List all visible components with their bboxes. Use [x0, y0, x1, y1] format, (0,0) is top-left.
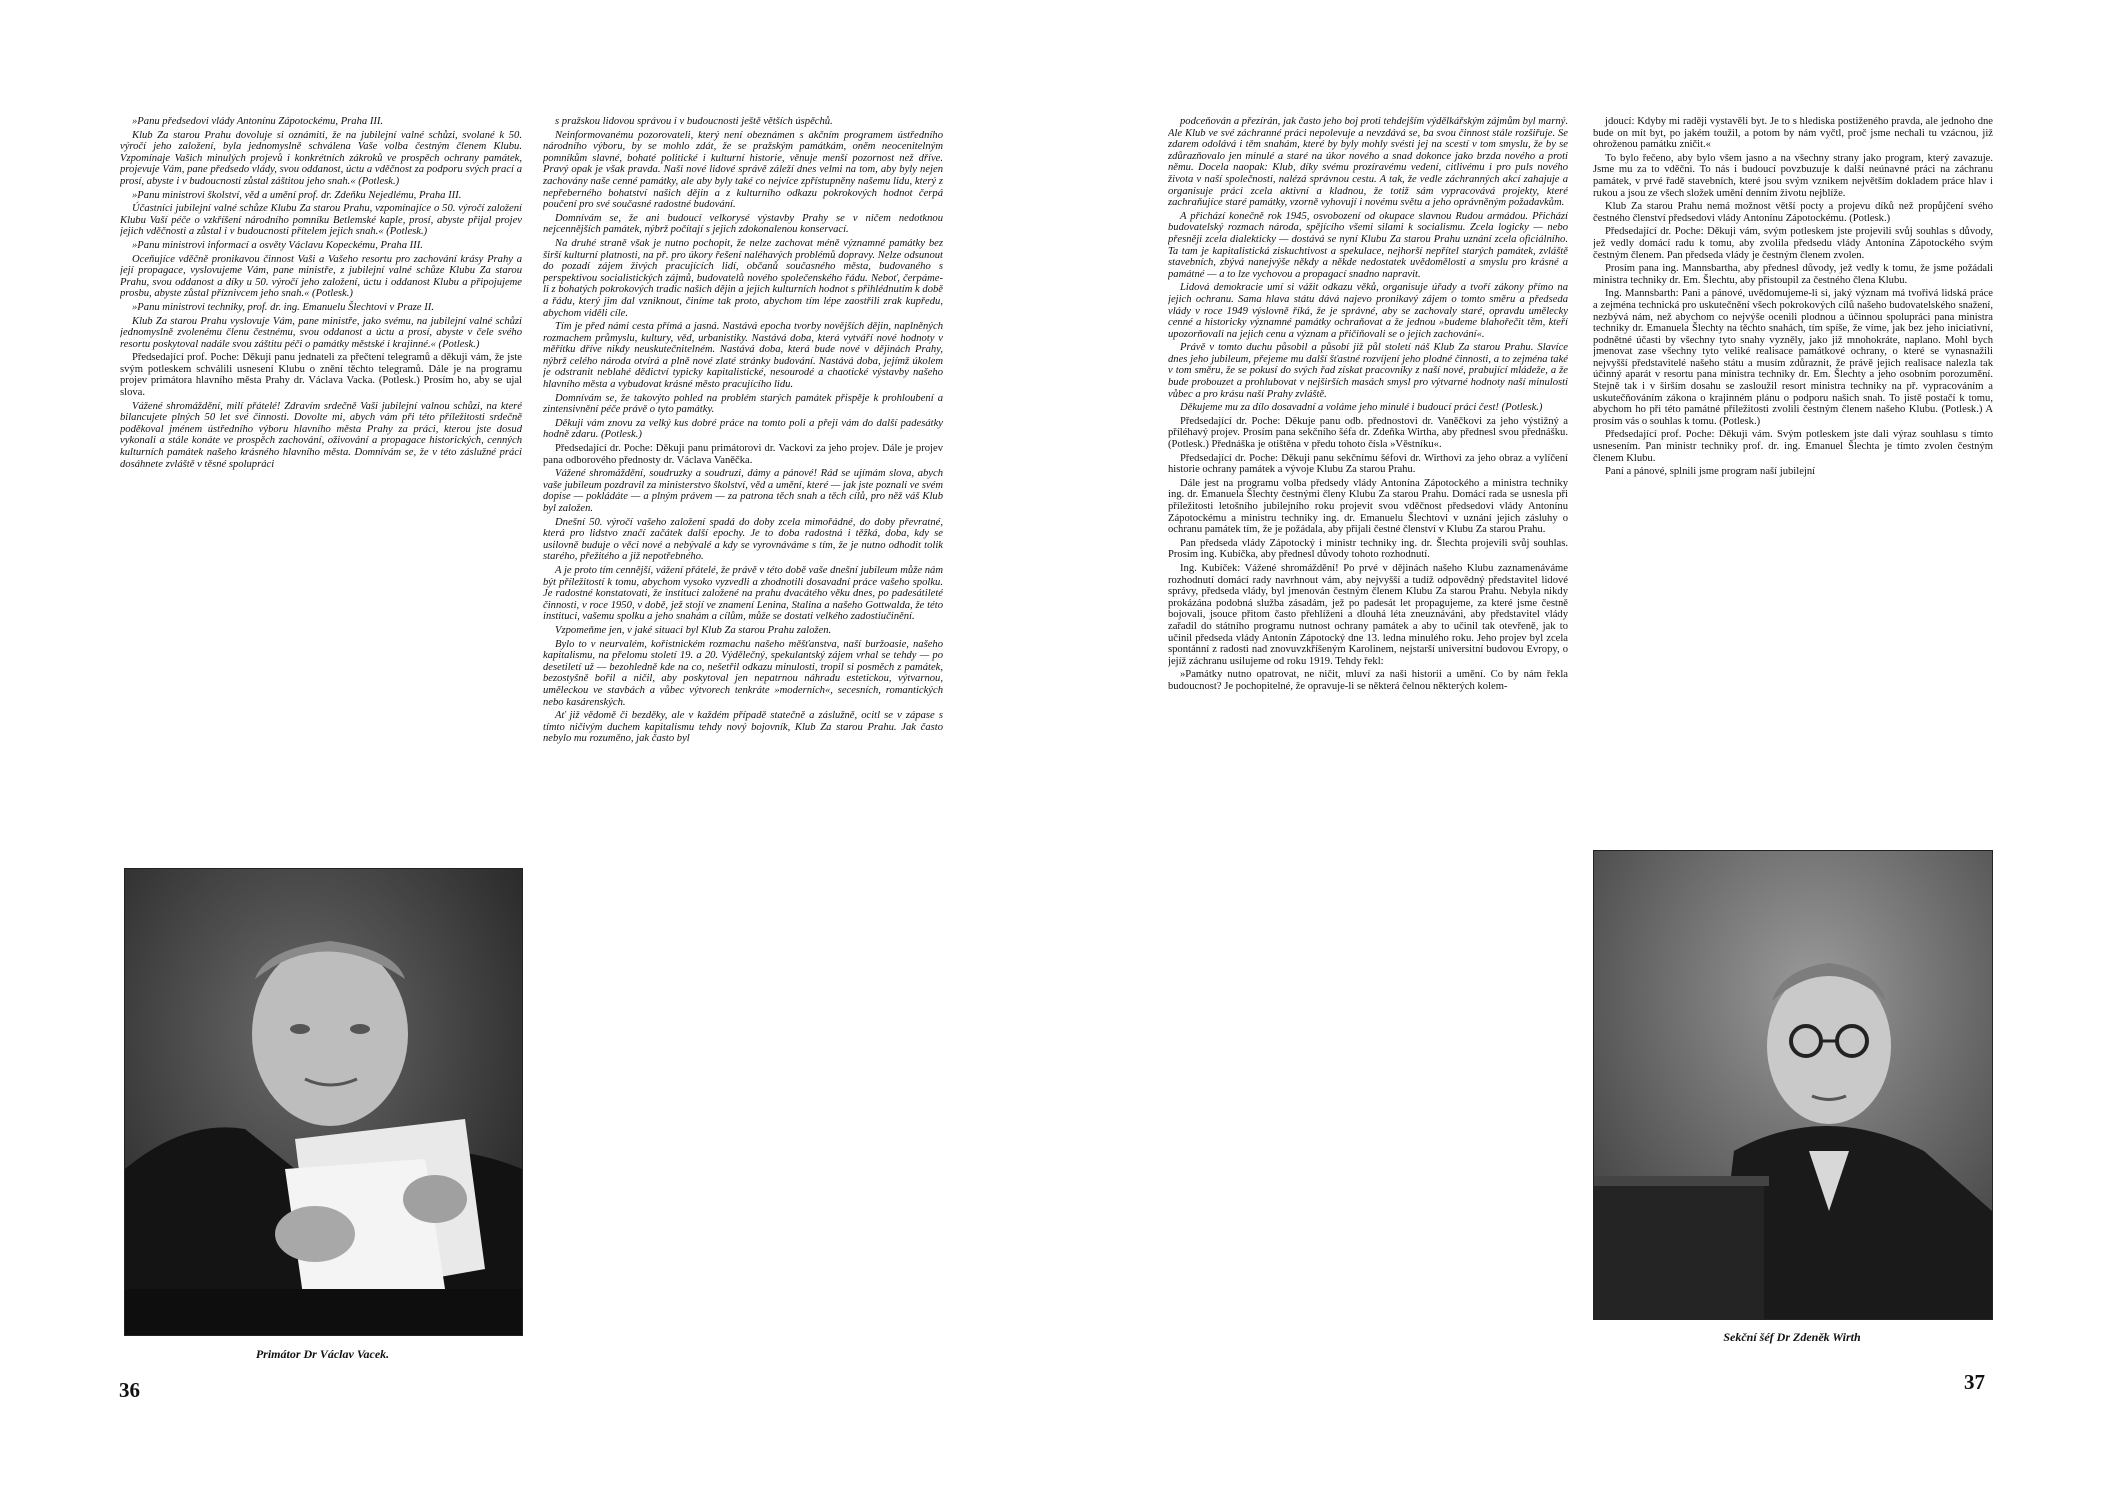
- paragraph: Bylo to v neurvalém, kořistnickém rozmachu našeho měšťanstva, naší buržoasie, našeho kapitalismu, na přelomu století 19. a 20. Výdělečný, spekulantský zájem vrhal se tehdy — po desetiletí už — bezohledně kde na co, nešetřil odkazu minulosti, tropil si posměch z památek, bezostyšně bořil a ničil, aby poskytoval jen nepatrnou náhradu estetickou, výtvarnou, uměleckou ve stavbách a vůbec výtvorech tenkráte »moderních«, secesních, romantických nebo kasárenských.: [543, 638, 943, 708]
- paragraph: Děkujeme mu za dílo dosavadní a voláme jeho minulé i budoucí práci čest! (Potlesk.): [1180, 402, 1543, 414]
- paragraph: Klub Za starou Prahu vyslovuje Vám, pane ministře, jako svému, na jubilejní valné schůzi jednomyslně zvolenému členu čestnému, svou oddanost a úctu a prosí, abyste v čele svého resortu poskytoval nadále svou záštitu péči o památky městské i krajinné.« (Potlesk.): [120, 315, 522, 350]
- paragraph: Děkuji vám znovu za velký kus dobré práce na tomto poli a přeji vám do další padesátky hodně zdaru. (Potlesk.): [543, 417, 943, 441]
- photo-caption-right: Sekční šéf Dr Zdeněk Wirth: [1723, 1330, 1861, 1344]
- paragraph: Oceňujíce vděčně pronikavou činnost Vaši a Vašeho resortu pro zachování krásy Prahy a její propagace, vyslovujeme Vám, pane ministře, z jubilejní valné schůze Klubu Za starou Prahu, svou oddanost a díky u 50. výročí jeho založení, úctu i oddanost Klubu a připojujeme prosbu, abyste zůstal příznivcem jeho snah.« (Potlesk.): [120, 253, 522, 300]
- paragraph: Právě v tomto duchu působil a působí již půl století náš Klub Za starou Prahu. Slavíce dnes jeho jubileum, přejeme mu další šťastné rozvíjení jeho plodné činnosti, a to zejména také v tom směru, že se pokusí do svých řad získat pracovníky z naší nové, prabující mládeže, a že bude probouzet a prohlubovat v nejširších masách smysl pro výtvarné hodnoty naší minulosti vůbec a pro krásu naší Prahy zvláště.: [1168, 342, 1568, 400]
- paragraph: »Památky nutno opatrovat, ne ničit, mluví za naši historii a umění. Co by nám řekla budoucnost? Je pochopitelné, že opravuje-li se některá čelnou některých kolem-: [1168, 669, 1568, 692]
- paragraph: Lidová demokracie umí si vážit odkazu věků, organisuje úřady a tvoří zákony přímo na jejich ochranu. Sama hlava státu dává najevo pronikavý zájem o tomto směru a předseda vlády v roce 1949 výslovně říká, že je správné, aby se zachovaly staré, opravdu umělecky cenné a historicky významné památky ochraňovat a že jednou »budeme blahořečit těm, kteří upozorňovali na jejich cenu a význam a přičiňovali se o jejich zachování«.: [1168, 282, 1568, 340]
- left-page-column-2: [543, 116, 943, 1356]
- left-page-column-1: [120, 116, 522, 838]
- paragraph: Předsedající prof. Poche: Děkuji vám. Svým potleskem jste dali výraz souhlasu s tímto usnesením. Pan ministr techniky prof. dr. ing. Emanuel Šlechta je tímto zvolen čestným členem Klubu.: [1593, 429, 1993, 464]
- page-number-left: 36: [119, 1378, 140, 1402]
- paragraph: »Panu ministrovi školství, věd a umění prof. dr. Zdeňku Nejedlému, Praha III.: [132, 189, 462, 201]
- paragraph: Ing. Mannsbarth: Pani a pánové, uvědomujeme-li si, jaký význam má tvořivá lidská práce a zejména technická pro uskutečnění všech pokrokových cílů našeho budovatelského snažení, nezbývá nám, než abychom co nejvýše ocenili plodnou a účinnou spolupráci pana ministra techniky dr. Emanuela Šlechty na těchto snahách, tím spíše, že víme, jak bez jeho iniciativní, podnětné účasti by všechny tyto snahy vyzněly, jako již mnohokráte, naplano. Mohl bych jmenovat zase všechny tyto veliké realisace památkové ochrany, o které se vynasnažili nejvyšší představitelé našeho státu a musím zdůraznit, že právě jejich realisace nalezla tak účinný aparát v resortu pana ministra techniky dr. Em. Šlechty a jeho osobním porozumění. Stejně tak i v širším dosahu se zasloužil resort ministra techniky na př. vypracováním a uskutečňováním zákona o krajinném plánu o podporu našich snah. To jistě postačí k tomu, abychom ho při této památné příležitosti zvolili čestným členem našeho Klubu. (Potlesk.) A prosím vás o souhlas k tomu. (Potlesk.): [1593, 288, 1993, 427]
- paragraph: »Panu předsedovi vlády Antonínu Zápotockému, Praha III.: [132, 116, 384, 127]
- photo-caption-left: Primátor Dr Václav Vacek.: [255, 1347, 390, 1361]
- photo-primator-vacek: [124, 868, 523, 1336]
- paragraph: Dnešní 50. výročí vašeho založení spadá do doby zcela mimořádné, do doby převratné, která pro lidstvo značí začátek další epochy. Je to doba radostná i těžká, doba, kdy se usilovně buduje o věci nové a nebývalé a kdy se vyrovnáváme s tím, že je nutno odhodit tolik starého, přežitého a již nepotřebného.: [543, 516, 943, 563]
- paragraph: A přichází konečně rok 1945, osvobození od okupace slavnou Rudou armádou. Přichází budovatelský rozmach národa, spějícího všemi silami k socialismu. Zcela logicky — nebo přesněji zcela dialekticky — dostává se nyní Klubu Za starou Prahu uznání zcela oficiálního. Ta tam je kapitalistická ziskuchtivost a spekulace, nejhorší nepřítel starých památek, zvláště stavebních, zbývá nanejvýše někdy a někde nedostatek uvědomělosti a smyslu pro krásné a památné — a to lze vychovou a propagací snadno napravit.: [1168, 210, 1568, 280]
- paragraph: »Panu ministrovi informací a osvěty Václavu Kopeckému, Praha III.: [132, 239, 423, 251]
- paragraph: Paní a pánové, splnili jsme program naší jubilejní: [1605, 466, 1816, 478]
- paragraph: jdoucí: Kdyby mi raději vystavěli byt. Je to s hlediska postiženého pravda, ale jednoho dne bude on mít byt, po jakém toužil, a potom by nám vyčtl, proč jsme nechali tu vzácnou, již ohroženou památku zničit.«: [1593, 116, 1993, 151]
- paragraph: Předsedající prof. Poche: Děkuji panu jednateli za přečtení telegramů a děkuji vám, že jste svým potleskem schválili usnesení Klubu o znění těchto telegramů. Dále je na programu projev primátora hlavního města Prahy dr. Václava Vacka. (Potlesk.) Prosím ho, aby se ujal slova.: [120, 352, 522, 399]
- paragraph: Domnívám se, že takovýto pohled na problém starých památek přispěje k prohloubení a zintensivnění péče právě o tyto památky.: [543, 392, 943, 416]
- paragraph: Předsedající dr. Poche: Děkuji panu sekčnímu šéfovi dr. Wirthovi za jeho obraz a vylíčení historie ochrany památek a vývoje Klubu Za starou Prahu.: [1168, 452, 1568, 476]
- page-number-right: 37: [1964, 1370, 1985, 1394]
- paragraph: Předsedající dr. Poche: Děkuji vám, svým potleskem jste projevili svůj souhlas s důvody, jež vedly domácí radu k tomu, aby zvolila předsedu vlády Antonína Zápotockého svým čestným členem. Pan předseda vlády je čestným členem zvolen.: [1593, 226, 1993, 261]
- paragraph: Vážené shromáždění, soudruzky a soudruzi, dámy a pánové! Rád se ujímám slova, abych vaše jubileum pozdravil za ministerstvo školství, věd a umění, které — jak jste poznali ve svém dopise — pokládáte — a plným právem — za patrona těch snah a těch cílů, pro něž váš Klub byl založen.: [543, 468, 943, 514]
- paragraph: Prosím pana ing. Mannsbartha, aby přednesl důvody, jež vedly k tomu, že jsme požádali ministra techniky dr. Em. Šlechtu, aby přistoupil za čestného člena Klubu.: [1593, 263, 1993, 286]
- paragraph: Vážené shromáždění, milí přátelé! Zdravím srdečně Vaši jubilejní valnou schůzi, na které bilancujete plných 50 let své činnosti. Dovolte mi, abych vám při této příležitosti srdečně poděkoval jménem ústředního výboru hlavního města Prahy za práci, kterou jste dosud vykonali a stále konáte ve prospěch zachování, oživování a propagace historických, cenných kulturních památek našeho krásného hlavního města. Domnívám se, že v této záslužné práci dosáhnete zvláště v těsné spolupráci: [120, 400, 522, 470]
- paragraph: Tím je před námi cesta přímá a jasná. Nastává epocha tvorby novějších dějin, naplněných rozmachem průmyslu, kultury, věd, urbanistiky. Nastává doba, která vytváří nové hodnoty v měřítku dříve nikdy neuskutečnitelném. Nastává doba, která bude nové v dějinách Prahy, nýbrž celého národa otvírá a plně nové zlaté stránky budování. Nastává doba, jejímž úkolem je odstranit neblahé dědictví typicky kapitalistické, nesourodé a chaotické výstavby našeho hlavního města a vybudovat krásné město pracujícího lidu.: [543, 321, 943, 391]
- paragraph: Ing. Kubíček: Vážené shromáždění! Po prvé v dějinách našeho Klubu zaznamenáváme rozhodnutí domácí rady navrhnout vám, aby nejvyšší a tudíž odpovědný představitel lidové správy, předseda vlády, byl jmenován čestným členem Klubu Za starou Prahu. Nebyla nikdy prokázána podobná služba zásadám, jež po padesát let propagujeme, za které jsme čestně bojovali, jsouce přitom často přehlíženi a dlouhá léta zneuznáváni, aby představitel vlády zařadil do státního programu nutnost ochrany památek a aby to učinil tak otevřeně, jak to učinil předseda vlády Antonín Zápotocký dne 13. ledna minulého roku. Jeho projev byl zcela spontánní z radosti nad znovuvzkříšeným Karolinem, nejstarší universitní budovou Evropy, o jejíž záchranu usilujeme od roku 1919. Tehdy řekl:: [1168, 562, 1568, 667]
- paragraph: To bylo řečeno, aby bylo všem jasno a na všechny strany jako program, který zavazuje. Jsme mu za to vděčni. To nás i budoucí povzbuzuje k další neúnavné práci na záchranu památek, v prvé řadě stavebních, které jsou svým vznikem největším dokladem práce hlav i rukou a jsou ze všech složek umění denním životu nejblíže.: [1593, 152, 1993, 199]
- paragraph: Ať již vědomě či bezděky, ale v každém případě statečně a záslužně, ocitl se v zápase s tímto ničivým duchem kapitalismu tehdy nový bojovník, Klub Za starou Prahu. Jak často nebylo mu rozuměno, jak často byl: [543, 710, 943, 745]
- paragraph: Klub Za starou Prahu nemá možnost větší pocty a projevu díků než propůjčení svého čestného členství předsedovi vlády Antonínu Zápotockému. (Potlesk.): [1593, 201, 1993, 224]
- paragraph: Pan předseda vlády Zápotocký i ministr techniky ing. dr. Šlechta projevili svůj souhlas. Prosím ing. Kubíčka, aby přednesl důvody tohoto rozhodnutí.: [1168, 537, 1568, 561]
- paragraph: Předsedající dr. Poche: Děkuje panu odb. přednostovi dr. Vaněčkovi za jeho výstižný a příléhavý projev. Prosím pana sekčního šéfa dr. Zdeňka Wirtha, aby přednesl svou přednášku. (Potlesk.) Přednáška je otištěna v předu tohoto čísla »Věstníku«.: [1168, 415, 1568, 451]
- paragraph: podceňován a přezírán, jak často jeho boj proti tehdejším výdělkářským zájmům byl marný. Ale Klub ve své záchranné práci nepolevuje a nevzdává se, ba svou činnost stále rozšiřuje. Se zdarem odolává i těm snahám, které by byly mohly svésti jej na scestí v tom smyslu, že by se zdůrazňovalo jen minulé a staré na úkor nového a snad dokonce jako brzda nového a proti němu. Docela naopak: Klub, díky svému prozíravému vedení, citlivému i pro puls nového života v naší společnosti, nalézá správnou cestu. A tak, že vedle záchranných akcí zahajuje a organisuje práci zcela aktivní a kladnou, že totiž sám vypracovává projekty, které zachraňujíce staré památky, vzorně vyhovují i novému světu a jeho oprávněným požadavkům.: [1168, 116, 1568, 209]
- paragraph: Předsedající dr. Poche: Děkuji panu primátorovi dr. Vackovi za jeho projev. Dále je projev pana odborového přednosty dr. Václava Vaněčka.: [543, 443, 943, 466]
- paragraph: Klub Za starou Prahu dovoluje si oznámiti, že na jubilejní valné schůzi, svolané k 50. výročí jeho založení, byla jednomyslně schválena Vaše volba čestným členem Klubu. Vzpomínaje Vašich minulých projevů i konkrétních zákroků ve prospěch ochrany památek, projevuje Vám, pane předsedo vlády, svou oddanost, úctu a vděčnost za podporu svých prací a prosí, abyste i v budoucnosti zůstal záštitou jeho snah.« (Potlesk.): [120, 129, 522, 187]
- paragraph: Na druhé straně však je nutno pochopit, že nelze zachovat méně významné památky bez širší kulturní platnosti, na př. pro úkory řešení naléhavých problémů dopravy. Nelze odsunout do pozadí zájem živých pracujících lidí, občanů současného města, budovaného s perspektivou socialistických zájmů, budovatelů nového společenského řádu. Neboť, čerpáme-li z bohatých pokrokových tradic našich dějin a jejich kulturních hodnot s přihlédnutím k době a řádu, který jim dal vzniknout, činíme tak proto, abychom tím lépe zaostřili zrak kupředu, abychom viděli cíle.: [543, 237, 943, 319]
- paragraph: Účastníci jubilejní valné schůze Klubu Za starou Prahu, vzpomínajíce o 50. výročí založení Klubu Vaší péče o vzkříšení národního pomníku Betlemské kaple, prosí, abyste přijal projev jejich vděčnosti a zůstal i v budoucnosti přítelem jejich snah.« (Potlesk.): [120, 203, 522, 238]
- paragraph: Domnívám se, že ani budoucí velkorysé výstavby Prahy se v ničem nedotknou nejcennějších památek, nýbrž počítají s jejich zdokonalenou konservací.: [543, 212, 943, 236]
- paragraph: »Panu ministrovi techniky, prof. dr. ing. Emanuelu Šlechtovi v Praze II.: [132, 301, 434, 313]
- paragraph: A je proto tím cennější, vážení přátelé, že právě v této době vaše dnešní jubileum může nám být příležitostí k tomu, abychom vysoko vyzvedli a zhodnotili dosavadní práce vašeho spolku. Je radostné konstatovati, že instituci založené na prahu dvacátého věku dnes, po padesátileté činnosti, v roce 1950, v době, jež stojí ve znamení Lenina, Stalina a našeho Gottwalda, že této instituci, vašemu spolku a jeho snahám a cílům, může se dostati velkého zadostiučinění.: [543, 564, 943, 623]
- paragraph: Vzpomeňme jen, v jaké situaci byl Klub Za starou Prahu založen.: [555, 624, 832, 636]
- paragraph: Neinformovanému pozorovateli, který není obeznámen s akčním programem ústředního národního výboru, by se mohlo zdát, že se pražským památkám, oněm neocenitelným pomníkům slavné, bohaté politické i kulturní historie, věnuje menší pozornost než dříve. Pravý opak je však pravda. Naši nové lidové správě záleží dnes velmi na tom, aby byly nejen zachovány naše cenné památky, ale aby byly také co nejvíce zpřístupněny našemu lidu, který z nepřeberného bohatství našich dějin a z kulturního odkazu pokrokových hodnot čerpá poučení pro své současné radostné budování.: [543, 129, 943, 211]
- right-page-column-1: [1168, 116, 1568, 1356]
- photo-sekcni-sef-wirth: [1593, 850, 1993, 1320]
- paragraph: Dále jest na programu volba předsedy vlády Antonína Zápotockého a ministra techniky ing. dr. Emanuela Šlechty čestnými členy Klubu Za starou Prahu. Domácí rada se usnesla při příležitosti letošního jubilejního roku projevit svou vděčnost předsedovi vlády Antonínu Zápotockému a ministru techniky ing. dr. Emanuelu Šlechtovi v uznání jejich zásluhy o ochranu památek tím, že je požádala, aby přijali čestné členství v Klubu Za starou Prahu.: [1168, 477, 1568, 536]
- paragraph: s pražskou lidovou správou i v budoucnosti ještě větších úspěchů.: [555, 116, 833, 127]
- right-page-column-2: [1593, 116, 1993, 838]
